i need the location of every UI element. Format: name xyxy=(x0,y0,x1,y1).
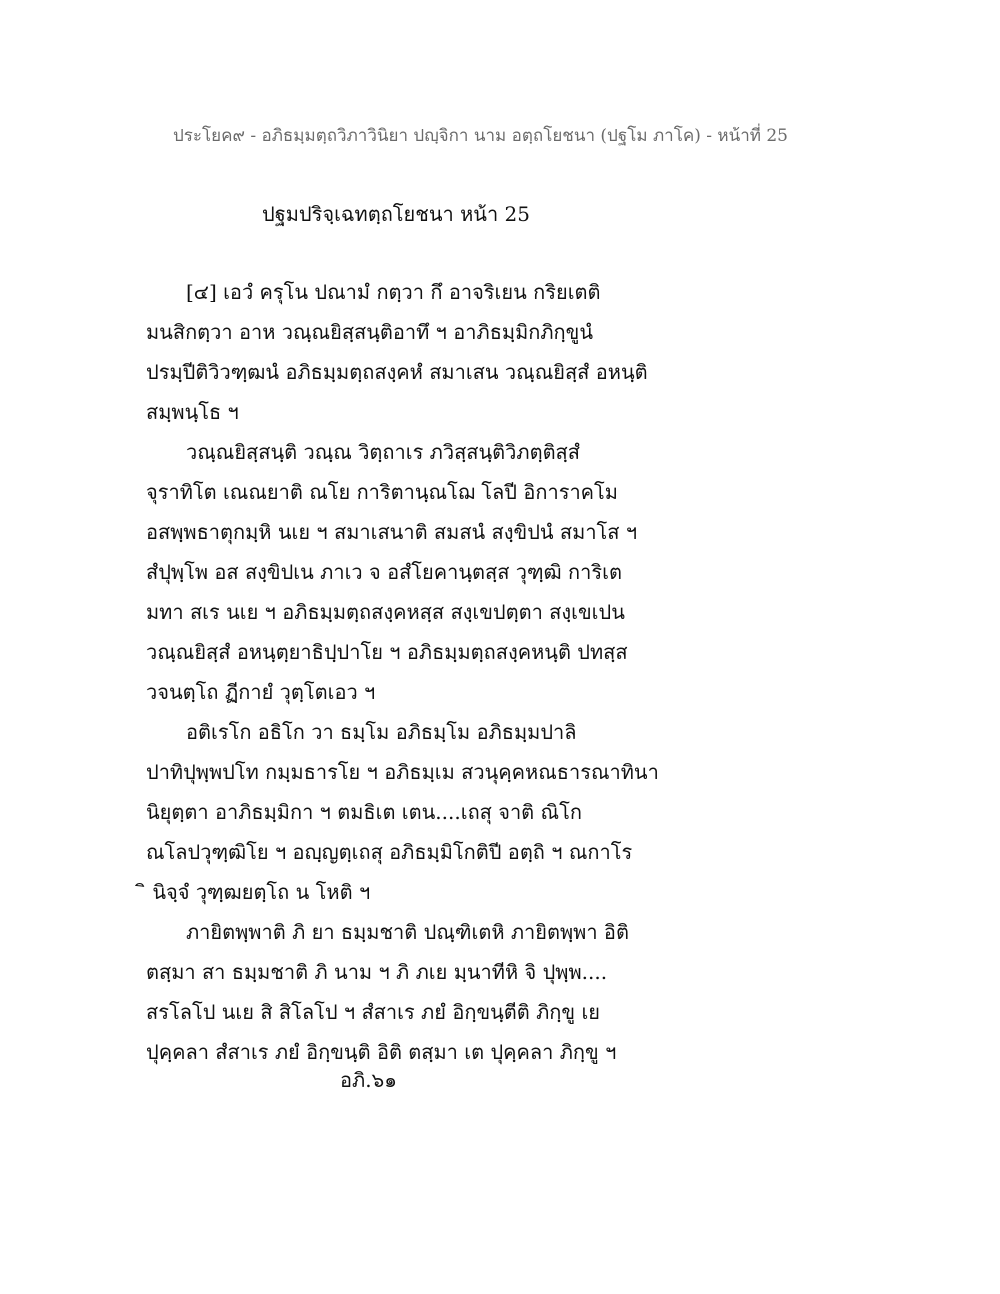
text-line: [๔] เอวํ ครุโน ปณามํ กตฺวา กึ อาจริเยน กริยเตติ xyxy=(186,280,601,304)
text-line: อสพฺพธาตุกมฺหิ นเย ฯ สมาเสนาติ สมสนํ สงฺขิปนํ สมาโส ฯ xyxy=(146,520,638,544)
text-line: ตสฺมา สา ธมฺมชาติ ภิ นาม ฯ ภิ ภเย มฺนาทีหิ จิ ปุพฺพ.... xyxy=(146,960,608,984)
section-title: ปฐมปริจฺเฉทตฺถโยชนา หน้า 25 xyxy=(262,202,530,226)
text-line: วจนตฺโถ ฏีกายํ วุตฺโตเอว ฯ xyxy=(146,680,376,704)
text-line: ปรมฺปีติวิวฑฺฒนํ อภิธมฺมตฺถสงฺคหํ สมาเสน วณฺณยิสฺสํ อหนฺติ xyxy=(146,360,648,384)
paragraph-1 xyxy=(146,272,686,432)
text-line: สรโลโป นเย สิ สิโลโป ฯ สํสาเร ภยํ อิกฺขนฺตีติ ภิกฺขู เย xyxy=(146,1000,600,1024)
text-line: ปาทิปุพฺพปโท กมฺมธารโย ฯ อภิธมฺเม สวนุคฺคหณธารณาทินา xyxy=(146,760,659,784)
text-line: วณฺณยิสฺสํ อหนฺตฺยาธิปฺปาโย ฯ อภิธมฺมตฺถสงฺคหนฺติ ปทสฺส xyxy=(146,640,628,664)
running-header: ประโยค๙ - อภิธมฺมตฺถวิภาวินิยา ปญฺจิกา นาม อตฺถโยชนา (ปฐโม ภาโค) - หน้าที่ 25 xyxy=(172,126,788,146)
paragraph-3 xyxy=(146,712,686,912)
text-line: สมฺพนฺโธ ฯ xyxy=(146,400,239,424)
text-line: ปุคฺคลา สํสาเร ภยํ อิกฺขนฺติ อิติ ตสฺมา เต ปุคฺคลา ภิกฺขู ฯ xyxy=(146,1040,617,1064)
footnote-reference: อภิ.๖๑ xyxy=(340,1068,397,1092)
paragraph-2 xyxy=(146,432,686,712)
text-line: วณฺณยิสฺสนฺติ วณฺณ วิตฺถาเร ภวิสฺสนฺติวิภตฺติสฺสํ xyxy=(186,440,580,464)
text-line: ภายิตพฺพาติ ภิ ยา ธมฺมชาติ ปณฺฑิเตหิ ภายิตพฺพา อิติ xyxy=(186,920,629,944)
text-line: ณโลปวุฑฺฒิโย ฯ อญฺญตฺเถสุ อภิธมฺมิโกติปี อตฺถิ ฯ ณกาโร xyxy=(146,840,633,864)
text-line: จุราทิโต เณณยาติ ณโย การิตานฺณโฌ โลปี อิการาคโม xyxy=(146,480,618,504)
text-line: มทา สเร นเย ฯ อภิธมฺมตฺถสงฺคหสฺส สงฺเขปตฺตา สงฺเขเปน xyxy=(146,600,625,624)
text-line: สํปุพฺโพ อส สงฺขิปเน ภาเว จ อสํโยคานฺตสฺส วุฑฺฒิ การิเต xyxy=(146,560,622,584)
text-line: ิ นิจฺจํ วุฑฺฒยตฺโถ น โหติ ฯ xyxy=(146,880,371,904)
paragraph-4 xyxy=(146,912,686,1072)
body-text xyxy=(146,272,686,1072)
text-line: อติเรโก อธิโก วา ธมฺโม อภิธมฺโม อภิธมฺมปาลิ xyxy=(186,720,577,744)
text-line: นิยุตฺตา อาภิธมฺมิกา ฯ ตมธิเต เตน....เถสุ จาติ ณิโก xyxy=(146,800,582,824)
text-line: มนสิกตฺวา อาห วณฺณยิสฺสนฺติอาทึ ฯ อาภิธมฺมิกภิกฺขูนํ xyxy=(146,320,594,344)
